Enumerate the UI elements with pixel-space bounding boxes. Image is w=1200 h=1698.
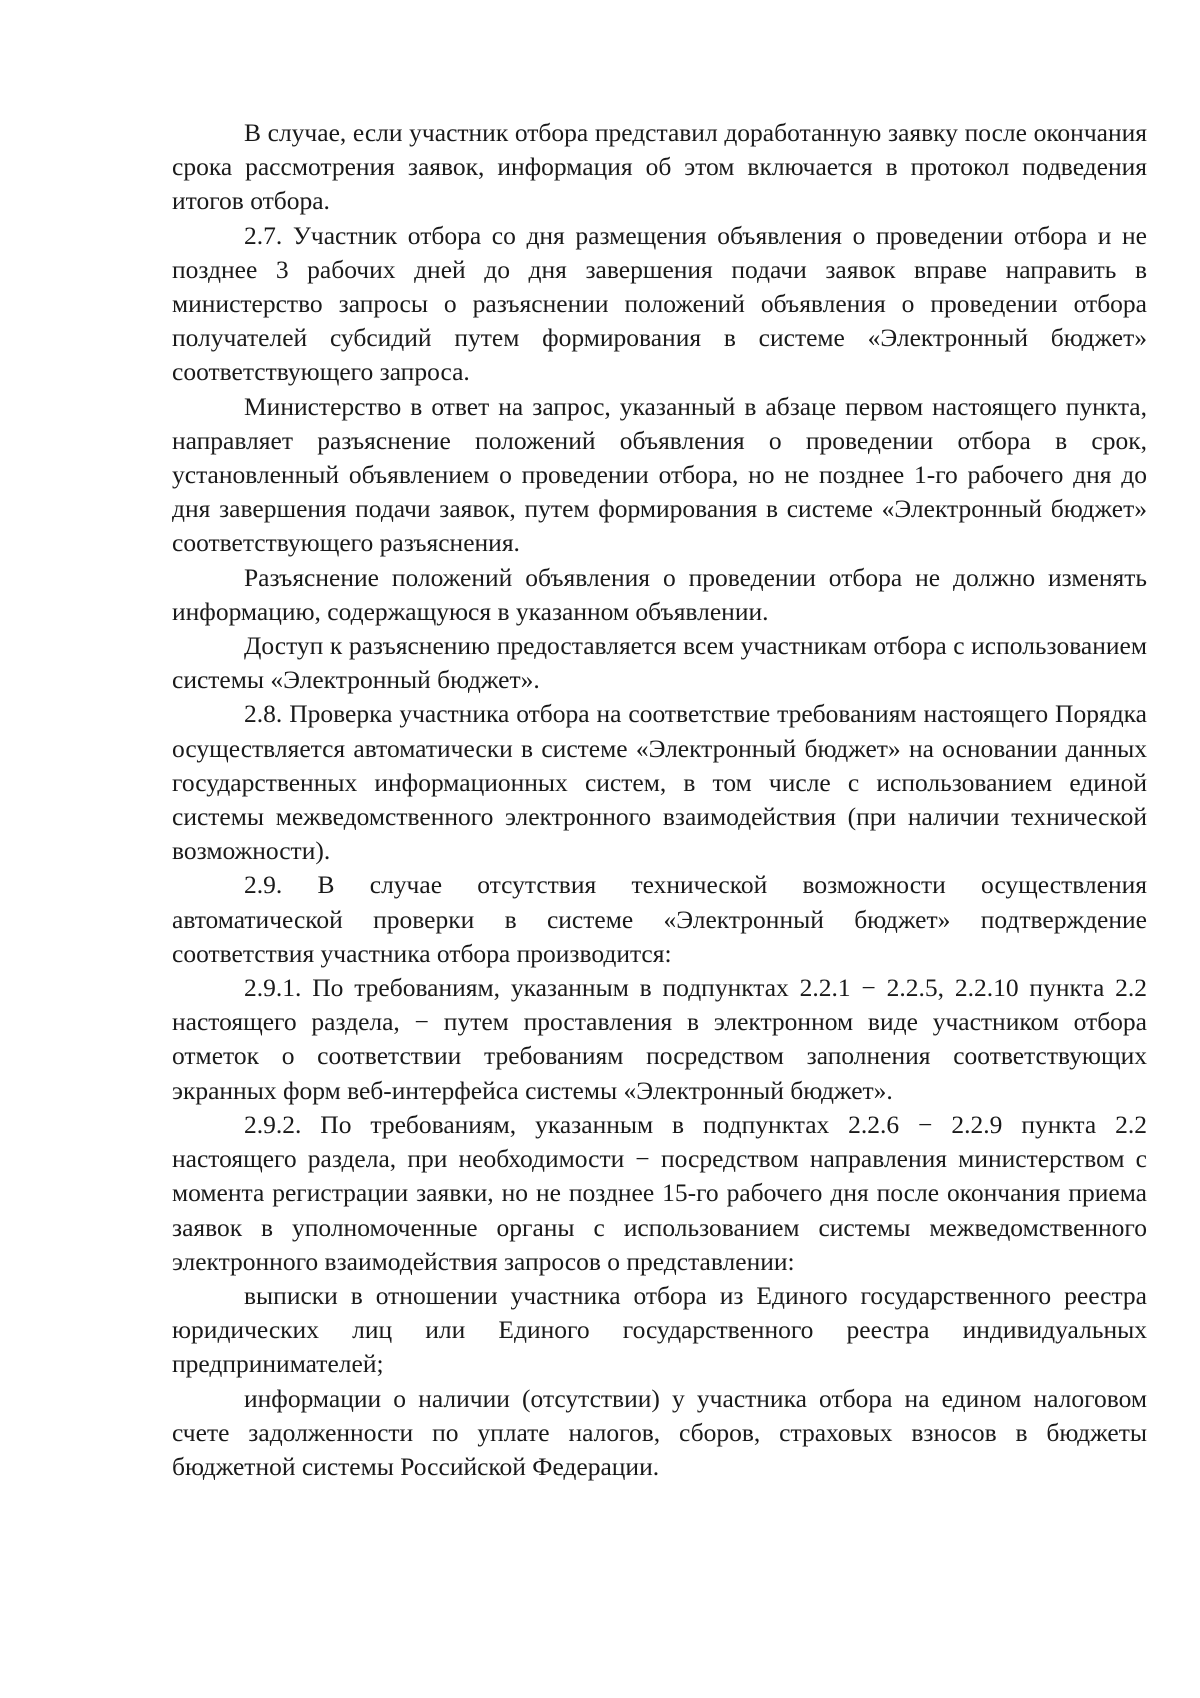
paragraph-revised-application: В случае, если участник отбора представил доработанную заявку после окончания срока рассмотрения заявок, информация об этом включается в протокол подведения итогов отбора. <box>172 118 1147 216</box>
paragraph-tax-debt-info: информации о наличии (отсутствии) у участника отбора на едином налоговом счете задолженности по уплате налогов, сборов, страховых взносов в бюджеты бюджетной системы Российской Федерации. <box>172 1383 1147 1481</box>
paragraph-2-9-2: 2.9.2. По требованиям, указанным в подпунктах 2.2.6 − 2.2.9 пункта 2.2 настоящего раздела, при необходимости − посредством направления министерством с момента регистрации заявки, но не позднее 15-го рабочего дня после окончания приема заявок в уполномоченные органы с использованием системы межведомственного электронного взаимодействия запросов о представлении: <box>172 1109 1147 1276</box>
paragraph-2-8: 2.8. Проверка участника отбора на соответствие требованиям настоящего Порядка осуществляется автоматически в системе «Электронный бюджет» на основании данных государственных информационных систем, в том числе с использованием единой системы межведомственного электронного взаимодействия (при наличии технической возможности). <box>172 699 1147 866</box>
document-body <box>172 116 1147 1484</box>
paragraph-clarification-content: Разъяснение положений объявления о проведении отбора не должно изменять информацию, содержащуюся в указанном объявлении. <box>172 562 1147 626</box>
paragraph-registry-extract: выписки в отношении участника отбора из Единого государственного реестра юридических лиц или Единого государственного реестра индивидуальных предпринимателей; <box>172 1280 1147 1379</box>
paragraph-clarification-access: Доступ к разъяснению предоставляется всем участникам отбора с использованием системы «Электронный бюджет». <box>172 631 1147 695</box>
paragraph-2-9: 2.9. В случае отсутствия технической возможности осуществления автоматической проверки в системе «Электронный бюджет» подтверждение соответствия участника отбора производится: <box>172 870 1147 968</box>
paragraph-2-7: 2.7. Участник отбора со дня размещения объявления о проведении отбора и не позднее 3 рабочих дней до дня завершения подачи заявок вправе направить в министерство запросы о разъяснении положений объявления о проведении отбора получателей субсидий путем формирования в системе «Электронный бюджет» соответствующего запроса. <box>172 220 1147 387</box>
paragraph-ministry-response: Министерство в ответ на запрос, указанный в абзаце первом настоящего пункта, направляет разъяснение положений объявления о проведении отбора в срок, установленный объявлением о проведении отбора, но не позднее 1-го рабочего дня до дня завершения подачи заявок, путем формирования в системе «Электронный бюджет» соответствующего разъяснения. <box>172 391 1147 558</box>
paragraph-2-9-1: 2.9.1. По требованиям, указанным в подпунктах 2.2.1 − 2.2.5, 2.2.10 пункта 2.2 настоящего раздела, − путем проставления в электронном виде участником отбора отметок о соответствии требованиям посредством заполнения соответствующих экранных форм веб-интерфейса системы «Электронный бюджет». <box>172 973 1147 1105</box>
